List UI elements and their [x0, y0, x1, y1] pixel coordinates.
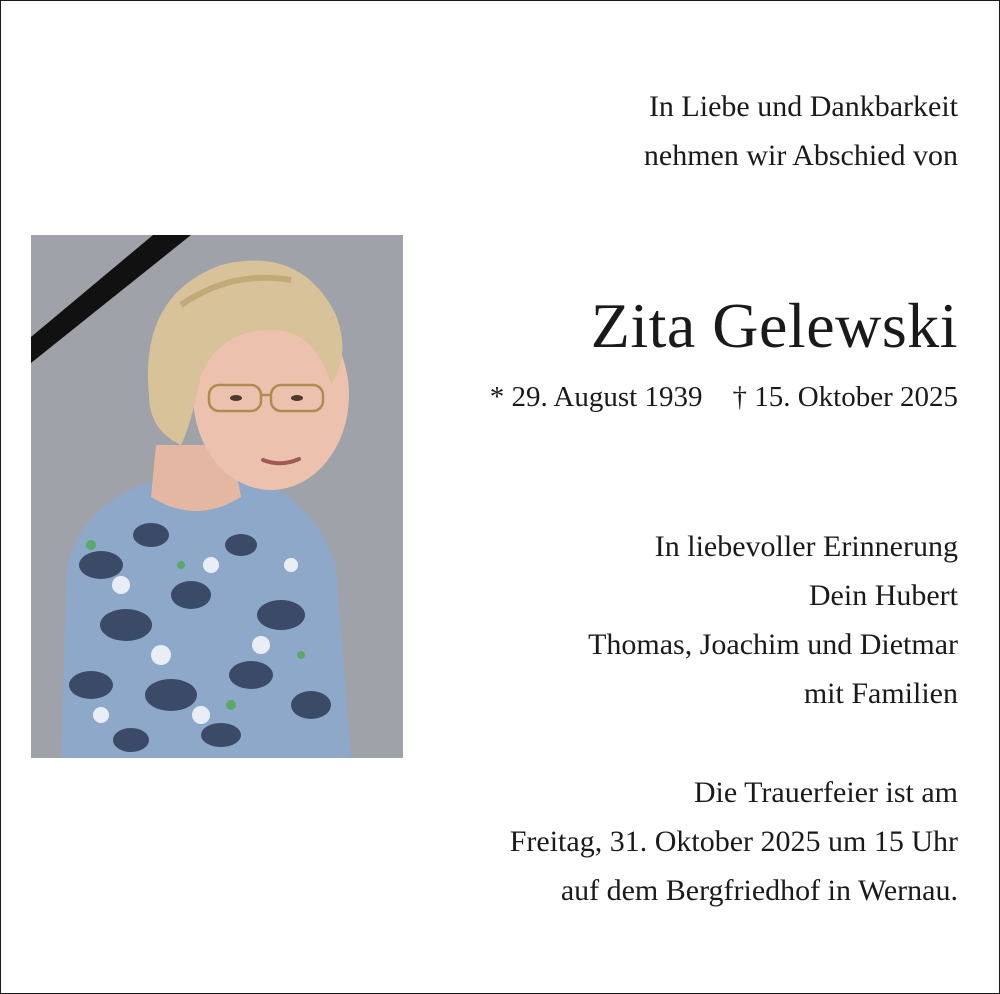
deceased-name: Zita Gelewski: [590, 290, 958, 361]
death-date: † 15. Oktober 2025: [732, 381, 958, 413]
ceremony-line-2: Freitag, 31. Oktober 2025 um 15 Uhr: [509, 825, 958, 858]
intro-line-2: nehmen wir Abschied von: [643, 139, 958, 172]
birth-date: * 29. August 1939: [489, 381, 703, 413]
ceremony-line-3: auf dem Bergfriedhof in Wernau.: [560, 874, 958, 907]
mourners-line-1: In liebevoller Erinnerung: [654, 530, 958, 563]
ceremony-line-1: Die Trauerfeier ist am: [693, 776, 958, 809]
intro-text: [644, 82, 958, 180]
intro-line-1: In Liebe und Dankbarkeit: [648, 90, 958, 123]
life-dates: [490, 376, 958, 418]
portrait-photo: [31, 235, 403, 758]
mourners-line-3: Thomas, Joachim und Dietmar: [588, 628, 958, 661]
mourners-line-2: Dein Hubert: [808, 579, 958, 612]
ceremony-info: [510, 768, 958, 915]
mourners-line-4: mit Familien: [803, 677, 958, 710]
mourners-text: [588, 522, 958, 718]
portrait-illustration: [31, 235, 403, 758]
